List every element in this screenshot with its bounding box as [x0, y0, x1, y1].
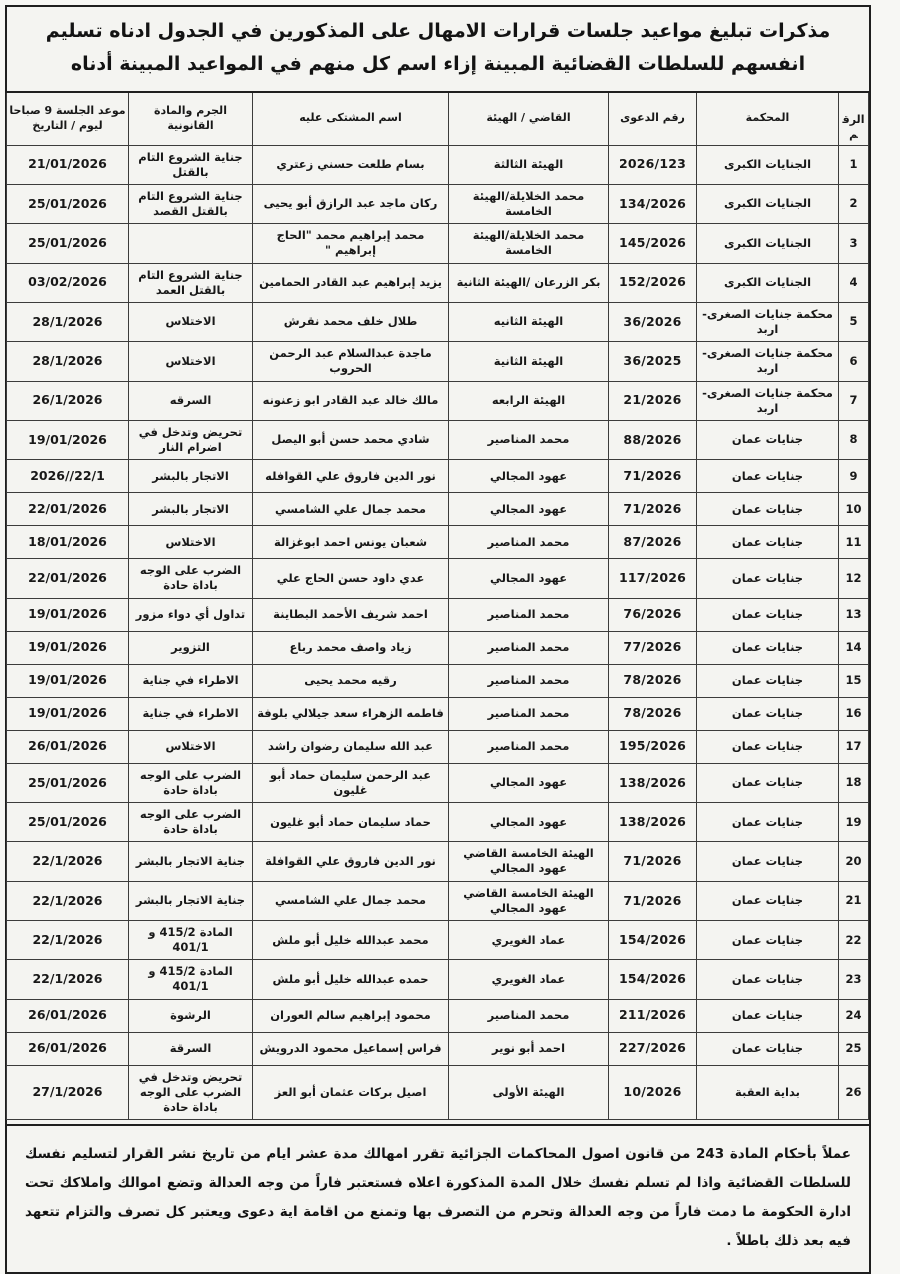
judge-panel: عهود المجالي — [449, 763, 609, 802]
offense: الرشوة — [129, 999, 253, 1032]
table-row — [7, 263, 869, 302]
case-number: 138/2026 — [609, 763, 697, 802]
case-number: 21/2026 — [609, 381, 697, 420]
row-number: 4 — [839, 263, 869, 302]
case-number: 10/2026 — [609, 1065, 697, 1120]
court-name: جنايات عمان — [697, 664, 839, 697]
defendant-name: رقيه محمد يحيى — [253, 664, 449, 697]
defendant-name: حماد سليمان حماد أبو غليون — [253, 802, 449, 841]
table-row — [7, 460, 869, 493]
case-number: 227/2026 — [609, 1032, 697, 1065]
case-number: 195/2026 — [609, 730, 697, 763]
defendant-name: عبد الله سليمان رضوان راشد — [253, 730, 449, 763]
row-number: 11 — [839, 526, 869, 559]
session-date: 22/1/2026 — [7, 960, 129, 999]
court-name: محكمة جنايات الصغرى- اربد — [697, 302, 839, 341]
defendant-name: شادي محمد حسن أبو اليصل — [253, 420, 449, 459]
judge-panel: عهود المجالي — [449, 460, 609, 493]
column-header: الرقم — [839, 93, 869, 146]
court-name: جنايات عمان — [697, 920, 839, 959]
case-number: 134/2026 — [609, 184, 697, 223]
table-row — [7, 920, 869, 959]
case-number: 117/2026 — [609, 559, 697, 598]
table-body — [7, 145, 869, 1120]
court-name: جنايات عمان — [697, 881, 839, 920]
session-date: 26/01/2026 — [7, 1032, 129, 1065]
court-name: جنايات عمان — [697, 999, 839, 1032]
offense — [129, 224, 253, 263]
judge-panel: عهود المجالي — [449, 493, 609, 526]
case-number: 78/2026 — [609, 664, 697, 697]
case-number: 154/2026 — [609, 920, 697, 959]
table-row — [7, 802, 869, 841]
defendant-name: ماجدة عبدالسلام عبد الرحمن الحروب — [253, 342, 449, 381]
table-row — [7, 1065, 869, 1120]
case-number: 71/2026 — [609, 460, 697, 493]
judge-panel: الهيئة الثالثة — [449, 145, 609, 184]
offense: الاطراء في جناية — [129, 664, 253, 697]
defendant-name: محمد جمال علي الشامسي — [253, 493, 449, 526]
court-name: الجنايات الكبرى — [697, 145, 839, 184]
court-name: جنايات عمان — [697, 842, 839, 881]
court-name: جنايات عمان — [697, 730, 839, 763]
row-number: 6 — [839, 342, 869, 381]
row-number: 17 — [839, 730, 869, 763]
session-date: 22/1/2026 — [7, 881, 129, 920]
row-number: 26 — [839, 1065, 869, 1120]
row-number: 2 — [839, 184, 869, 223]
column-header: المحكمة — [697, 93, 839, 146]
session-date: 25/01/2026 — [7, 184, 129, 223]
row-number: 19 — [839, 802, 869, 841]
judge-panel: محمد المناصير — [449, 697, 609, 730]
offense: جناية الاتجار بالبشر — [129, 842, 253, 881]
offense: جناية الشروع التام بالقتل العمد — [129, 263, 253, 302]
court-name: محكمة جنايات الصغرى- اربد — [697, 342, 839, 381]
court-name: جنايات عمان — [697, 420, 839, 459]
case-number: 2026/123 — [609, 145, 697, 184]
session-date: 25/01/2026 — [7, 224, 129, 263]
session-date: 26/1/2026 — [7, 381, 129, 420]
case-number: 71/2026 — [609, 881, 697, 920]
defendant-name: احمد شريف الأحمد البطاينة — [253, 598, 449, 631]
defendant-name: ركان ماجد عبد الرازق أبو يحيى — [253, 184, 449, 223]
court-name: جنايات عمان — [697, 802, 839, 841]
case-number: 152/2026 — [609, 263, 697, 302]
table-row — [7, 526, 869, 559]
session-date: 18/01/2026 — [7, 526, 129, 559]
defendant-name: اصيل بركات عثمان أبو العز — [253, 1065, 449, 1120]
session-date: 25/01/2026 — [7, 763, 129, 802]
offense: الضرب على الوجه باداة حادة — [129, 559, 253, 598]
session-date: 19/01/2026 — [7, 664, 129, 697]
judge-panel: محمد الخلايلة/الهيئة الخامسة — [449, 224, 609, 263]
table-row — [7, 842, 869, 881]
table-row — [7, 381, 869, 420]
court-name: جنايات عمان — [697, 631, 839, 664]
case-number: 71/2026 — [609, 493, 697, 526]
judge-panel: الهيئة الثانيه — [449, 302, 609, 341]
defendant-name: محمد عبدالله خليل أبو ملش — [253, 920, 449, 959]
column-header: اسم المشتكى عليه — [253, 93, 449, 146]
defendant-name: محمود إبراهيم سالم العوران — [253, 999, 449, 1032]
judge-panel: احمد أبو نوير — [449, 1032, 609, 1065]
judge-panel: محمد المناصير — [449, 420, 609, 459]
row-number: 8 — [839, 420, 869, 459]
defendant-name: شعبان يونس احمد ابوغزالة — [253, 526, 449, 559]
defendant-name: فراس إسماعيل محمود الدرويش — [253, 1032, 449, 1065]
session-date: 22/1//2026 — [7, 460, 129, 493]
row-number: 12 — [839, 559, 869, 598]
table-row — [7, 493, 869, 526]
table-row — [7, 559, 869, 598]
table-row — [7, 697, 869, 730]
defendant-name: مالك خالد عبد القادر ابو زعنونه — [253, 381, 449, 420]
offense: تداول أي دواء مزور — [129, 598, 253, 631]
judge-panel: محمد المناصير — [449, 631, 609, 664]
row-number: 3 — [839, 224, 869, 263]
offense: المادة 415/2 و 401/1 — [129, 920, 253, 959]
judge-panel: محمد المناصير — [449, 730, 609, 763]
row-number: 18 — [839, 763, 869, 802]
row-number: 20 — [839, 842, 869, 881]
row-number: 22 — [839, 920, 869, 959]
judge-panel: عماد الغويري — [449, 920, 609, 959]
table-row — [7, 763, 869, 802]
table-row — [7, 960, 869, 999]
court-name: بداية العقبة — [697, 1065, 839, 1120]
offense: الضرب على الوجه باداة حادة — [129, 802, 253, 841]
court-name: جنايات عمان — [697, 1032, 839, 1065]
document-title: مذكرات تبليغ مواعيد جلسات قرارات الامهال على المذكورين في الجدول ادناه تسليم انفسهم للسلطات القضائية المبينة إزاء اسم كل منهم في المواعيد المبينة أدناه — [7, 7, 869, 93]
session-date: 25/01/2026 — [7, 802, 129, 841]
table-row — [7, 184, 869, 223]
case-number: 211/2026 — [609, 999, 697, 1032]
defendant-name: بسام طلعت حسني زعتري — [253, 145, 449, 184]
court-name: جنايات عمان — [697, 598, 839, 631]
offense: الاختلاس — [129, 526, 253, 559]
offense: الاتجار بالبشر — [129, 493, 253, 526]
judge-panel: محمد المناصير — [449, 999, 609, 1032]
judge-panel: عهود المجالي — [449, 559, 609, 598]
session-date: 28/1/2026 — [7, 302, 129, 341]
offense: الضرب على الوجه باداة حادة — [129, 763, 253, 802]
table-row — [7, 342, 869, 381]
row-number: 13 — [839, 598, 869, 631]
session-date: 22/01/2026 — [7, 493, 129, 526]
table-row — [7, 420, 869, 459]
defendant-name: محمد إبراهيم محمد "الحاج إبراهيم " — [253, 224, 449, 263]
session-date: 19/01/2026 — [7, 697, 129, 730]
table-row — [7, 631, 869, 664]
table-row — [7, 598, 869, 631]
row-number: 16 — [839, 697, 869, 730]
row-number: 9 — [839, 460, 869, 493]
table-row — [7, 664, 869, 697]
session-date: 03/02/2026 — [7, 263, 129, 302]
defendant-name: نور الدين فاروق علي القوافلة — [253, 842, 449, 881]
defendant-name: طلال خلف محمد نقرش — [253, 302, 449, 341]
court-name: جنايات عمان — [697, 559, 839, 598]
defendant-name: نور الدين فاروق علي القوافله — [253, 460, 449, 493]
case-number: 145/2026 — [609, 224, 697, 263]
offense: السرقه — [129, 381, 253, 420]
row-number: 10 — [839, 493, 869, 526]
court-name: الجنايات الكبرى — [697, 224, 839, 263]
court-name: جنايات عمان — [697, 763, 839, 802]
judge-panel: الهيئة الخامسة القاضي عهود المجالي — [449, 881, 609, 920]
offense: المادة 415/2 و 401/1 — [129, 960, 253, 999]
court-name: جنايات عمان — [697, 526, 839, 559]
table-row — [7, 730, 869, 763]
offense: جناية الشروع التام بالقتل — [129, 145, 253, 184]
row-number: 21 — [839, 881, 869, 920]
court-name: جنايات عمان — [697, 493, 839, 526]
defendant-name: فاطمه الزهراء سعد جيلالي بلوفة — [253, 697, 449, 730]
offense: التزوير — [129, 631, 253, 664]
session-date: 19/01/2026 — [7, 598, 129, 631]
session-date: 19/01/2026 — [7, 631, 129, 664]
session-date: 22/1/2026 — [7, 920, 129, 959]
session-date: 26/01/2026 — [7, 730, 129, 763]
session-date: 22/01/2026 — [7, 559, 129, 598]
column-header: الجرم والمادة القانونية — [129, 93, 253, 146]
table-row — [7, 999, 869, 1032]
row-number: 23 — [839, 960, 869, 999]
judge-panel: محمد المناصير — [449, 526, 609, 559]
hearings-table — [6, 93, 869, 1121]
table-row — [7, 881, 869, 920]
table-row — [7, 224, 869, 263]
case-number: 88/2026 — [609, 420, 697, 459]
judge-panel: محمد الخلايلة/الهيئة الخامسة — [449, 184, 609, 223]
offense: الاختلاس — [129, 302, 253, 341]
judge-panel: الهيئة الثانية — [449, 342, 609, 381]
row-number: 15 — [839, 664, 869, 697]
case-number: 87/2026 — [609, 526, 697, 559]
offense: جناية الشروع التام بالقتل القصد — [129, 184, 253, 223]
offense: السرقة — [129, 1032, 253, 1065]
offense: تحريض وتدخل في الضرب على الوجه باداة حادة — [129, 1065, 253, 1120]
judge-panel: عهود المجالي — [449, 802, 609, 841]
defendant-name: زياد واصف محمد رباع — [253, 631, 449, 664]
row-number: 5 — [839, 302, 869, 341]
session-date: 22/1/2026 — [7, 842, 129, 881]
session-date: 21/01/2026 — [7, 145, 129, 184]
case-number: 77/2026 — [609, 631, 697, 664]
judge-panel: الهيئة الرابعه — [449, 381, 609, 420]
court-notice-document — [5, 5, 871, 1274]
table-row — [7, 302, 869, 341]
defendant-name: عدي داود حسن الحاج علي — [253, 559, 449, 598]
judge-panel: الهيئة الأولى — [449, 1065, 609, 1120]
case-number: 76/2026 — [609, 598, 697, 631]
case-number: 71/2026 — [609, 842, 697, 881]
table-row — [7, 1032, 869, 1065]
court-name: جنايات عمان — [697, 460, 839, 493]
offense: الاطراء في جناية — [129, 697, 253, 730]
judge-panel: محمد المناصير — [449, 664, 609, 697]
row-number: 25 — [839, 1032, 869, 1065]
defendant-name: محمد جمال علي الشامسي — [253, 881, 449, 920]
row-number: 7 — [839, 381, 869, 420]
offense: جناية الاتجار بالبشر — [129, 881, 253, 920]
session-date: 26/01/2026 — [7, 999, 129, 1032]
legal-notice-paragraph: عملاً بأحكام المادة 243 من قانون اصول المحاكمات الجزائية تقرر امهالك مدة عشر ايام من تاريخ نشر القرار لتسليم نفسك للسلطات القضائية واذا لم تسلم نفسك خلال المدة المذكورة اعلاه فستعتبر فاراً من وجه العدالة وتضع اموالك واملاكك تحت ادارة الحكومة ما دمت فاراً من وجه العدالة وتحرم من التصرف بها وتمنع من اقامة اية دعوى ويعتبر كل تصرف والتزام تتعهد فيه بعد ذلك باطلاً . — [7, 1124, 869, 1272]
judge-panel: عماد الغويري — [449, 960, 609, 999]
column-header: موعد الجلسة 9 صباحا ليوم / التاريخ — [7, 93, 129, 146]
session-date: 27/1/2026 — [7, 1065, 129, 1120]
court-name: محكمة جنايات الصغرى- اربد — [697, 381, 839, 420]
row-number: 1 — [839, 145, 869, 184]
table-row — [7, 145, 869, 184]
case-number: 78/2026 — [609, 697, 697, 730]
defendant-name: حمده عبدالله خليل أبو ملش — [253, 960, 449, 999]
offense: الاختلاس — [129, 342, 253, 381]
court-name: الجنايات الكبرى — [697, 263, 839, 302]
row-number: 24 — [839, 999, 869, 1032]
offense: الاتجار بالبشر — [129, 460, 253, 493]
row-number: 14 — [839, 631, 869, 664]
case-number: 154/2026 — [609, 960, 697, 999]
judge-panel: محمد المناصير — [449, 598, 609, 631]
defendant-name: عبد الرحمن سليمان حماد أبو غليون — [253, 763, 449, 802]
column-header: القاضي / الهيئة — [449, 93, 609, 146]
offense: الاختلاس — [129, 730, 253, 763]
defendant-name: يزيد إبراهيم عبد القادر الحمامين — [253, 263, 449, 302]
session-date: 28/1/2026 — [7, 342, 129, 381]
court-name: الجنايات الكبرى — [697, 184, 839, 223]
court-name: جنايات عمان — [697, 697, 839, 730]
case-number: 36/2026 — [609, 302, 697, 341]
case-number: 138/2026 — [609, 802, 697, 841]
case-number: 36/2025 — [609, 342, 697, 381]
session-date: 19/01/2026 — [7, 420, 129, 459]
court-name: جنايات عمان — [697, 960, 839, 999]
judge-panel: الهيئة الخامسة القاضي عهود المجالي — [449, 842, 609, 881]
offense: تحريض وتدخل في اضرام النار — [129, 420, 253, 459]
column-header: رقم الدعوى — [609, 93, 697, 146]
judge-panel: بكر الزرعان /الهيئة الثانية — [449, 263, 609, 302]
header-row — [7, 93, 869, 146]
